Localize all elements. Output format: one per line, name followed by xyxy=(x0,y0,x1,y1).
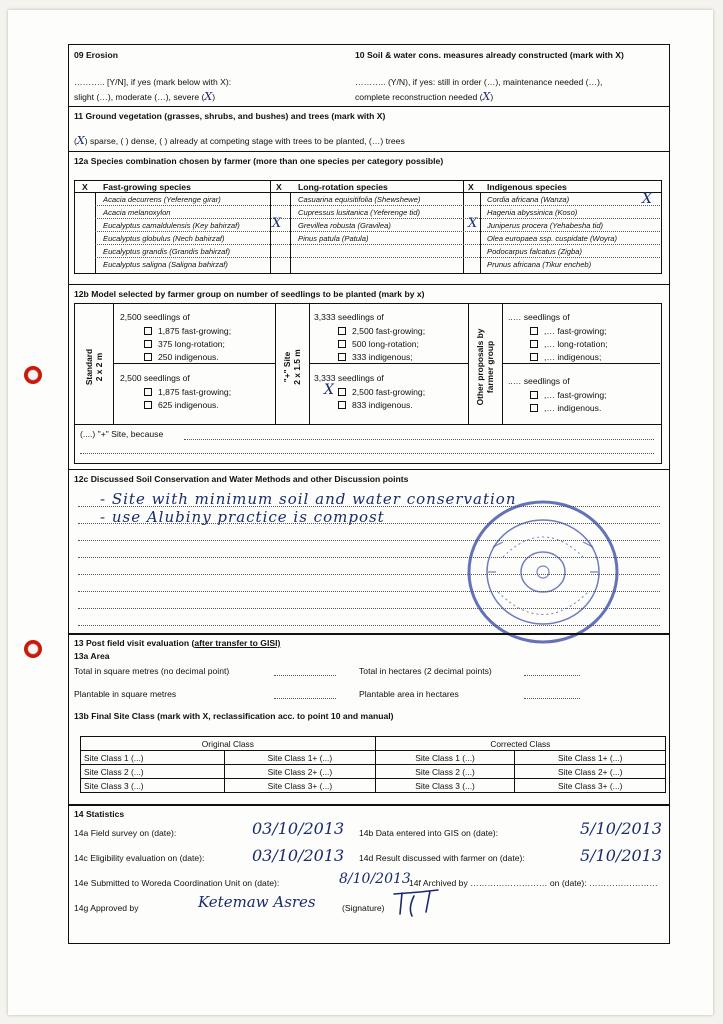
indig-species: Hagenia abyssinica (Koso) xyxy=(487,208,578,217)
soil-water-line2: complete reconstruction needed (X) xyxy=(355,90,494,103)
plus-2-item[interactable]: 2,500 fast-growing; xyxy=(338,387,425,398)
col-x-3: X xyxy=(468,182,474,192)
site-class-cell[interactable]: Site Class 2 (...) xyxy=(375,765,515,779)
sparse-mark: X xyxy=(76,134,85,147)
eligibility-date: 03/10/2013 xyxy=(252,846,345,865)
standard-2-title: 2,500 seedlings of xyxy=(120,373,190,383)
plus-2-mark: X xyxy=(324,382,334,398)
other-2-item[interactable]: ,… fast-growing; xyxy=(530,390,607,401)
plus-1-item[interactable]: 2,500 fast-growing; xyxy=(338,326,425,337)
col-x-1: X xyxy=(82,182,88,192)
soil-water-line1: ……….. (Y/N), if yes: still in order (…), maintenance needed (…), xyxy=(355,77,603,87)
reconstruction-mark: X xyxy=(482,90,491,103)
other-proposals-label: Other proposals by farmer group xyxy=(475,328,495,406)
plus-1-title: 3,333 seedlings of xyxy=(314,312,384,322)
site-class-cell[interactable]: Site Class 1 (...) xyxy=(81,751,225,765)
field-survey-date: 03/10/2013 xyxy=(252,819,345,838)
long-mark: X xyxy=(468,216,478,231)
plus-1-item[interactable]: 333 indigenous; xyxy=(338,352,413,363)
area-header: 13a Area xyxy=(74,651,110,661)
plus-1-item[interactable]: 500 long-rotation; xyxy=(338,339,419,350)
site-class-cell[interactable]: Site Class 3+ (...) xyxy=(225,779,376,793)
long-species: Cupressus lusitanica (Yeferenge tid) xyxy=(298,208,420,217)
punch-hole-icon xyxy=(24,640,42,658)
total-ha-label: Total in hectares (2 decimal points) xyxy=(359,666,492,676)
fast-species: Eucalyptus camaldulensis (Key bahirzaf) xyxy=(103,221,240,230)
other-1-item[interactable]: ,… long-rotation; xyxy=(530,339,608,350)
plus-site-because: (....) "+" Site, because xyxy=(80,429,164,439)
gis-entry-label: 14b Data entered into GIS on (date): xyxy=(359,828,499,838)
standard-1-item[interactable]: 1,875 fast-growing; xyxy=(144,326,231,337)
ground-veg-line: (X) sparse, ( ) dense, ( ) already at competing stage with trees to be planted, (…) trees xyxy=(74,134,405,147)
discussion-note-1: - Site with minimum soil and water conservation xyxy=(100,490,517,508)
indig-mark: X xyxy=(642,191,652,207)
submitted-label: 14e Submitted to Woreda Coordination Unit on (date): xyxy=(74,878,280,888)
standard-1-title: 2,500 seedlings of xyxy=(120,312,190,322)
long-species: Pinus patula (Patula) xyxy=(298,234,369,243)
other-2-title: ..… seedlings of xyxy=(508,376,570,386)
ground-veg-header: 11 Ground vegetation (grasses, shrubs, and bushes) and trees (mark with X) xyxy=(74,111,386,121)
col-fast-growing: Fast-growing species xyxy=(103,182,191,192)
result-discussed-label: 14d Result discussed with farmer on (date): xyxy=(359,853,525,863)
indig-species: Olea europaea ssp. cuspidate (Woyra) xyxy=(487,234,618,243)
fast-species: Acacia melanoxylon xyxy=(103,208,171,217)
severe-mark: X xyxy=(204,90,213,103)
approver-name: Ketemaw Asres xyxy=(198,893,316,911)
plus-2-item[interactable]: 833 indigenous. xyxy=(338,400,413,411)
other-1-item[interactable]: ,… indigenous; xyxy=(530,352,601,363)
gis-entry-date: 5/10/2013 xyxy=(580,819,663,838)
fast-species: Eucalyptus globulus (Nech bahirzaf) xyxy=(103,234,225,243)
approved-label: 14g Approved by xyxy=(74,903,139,913)
standard-label: Standard 2 x 2 m xyxy=(84,348,104,386)
plus-2-title: 3,333 seedlings of xyxy=(314,373,384,383)
signature-label: (Signature) xyxy=(342,903,385,913)
site-class-cell[interactable]: Site Class 3+ (...) xyxy=(515,779,666,793)
other-1-item[interactable]: ,… fast-growing; xyxy=(530,326,607,337)
site-class-cell[interactable]: Site Class 1+ (...) xyxy=(515,751,666,765)
result-discussed-date: 5/10/2013 xyxy=(580,846,663,865)
standard-2-item[interactable]: 625 indigenous. xyxy=(144,400,219,411)
discussion-note-2: - use Alubiny practice is compost xyxy=(100,508,385,526)
fast-species: Eucalyptus saligna (Saligna bahirzaf) xyxy=(103,260,228,269)
original-class-header: Original Class xyxy=(81,737,376,751)
standard-1-item[interactable]: 250 indigenous. xyxy=(144,352,219,363)
site-class-cell[interactable]: Site Class 3 (...) xyxy=(375,779,515,793)
submitted-date: 8/10/2013 xyxy=(339,871,411,887)
standard-2-item[interactable]: 1,875 fast-growing; xyxy=(144,387,231,398)
site-class-cell[interactable]: Site Class 2 (...) xyxy=(81,765,225,779)
standard-1-item[interactable]: 375 long-rotation; xyxy=(144,339,225,350)
model-header: 12b Model selected by farmer group on number of seedlings to be planted (mark by x) xyxy=(74,289,425,299)
long-species: Grevillea robusta (Gravilea) xyxy=(298,221,391,230)
punch-hole-icon xyxy=(24,366,42,384)
discussed-header: 12c Discussed Soil Conservation and Water Methods and other Discussion points xyxy=(74,474,409,484)
indig-species: Prunus africana (Tikur encheb) xyxy=(487,260,592,269)
indig-species: Podocarpus falcatus (Zigba) xyxy=(487,247,582,256)
col-indigenous: Indigenous species xyxy=(487,182,567,192)
other-2-item[interactable]: ,… indigenous. xyxy=(530,403,601,414)
corrected-class-header: Corrected Class xyxy=(375,737,665,751)
fast-mark: X xyxy=(272,216,282,231)
site-class-cell[interactable]: Site Class 3 (...) xyxy=(81,779,225,793)
archived-label: 14f Archived by ……………………… on (date): …………………… xyxy=(409,878,658,888)
fast-species: Eucalyptus grandis (Grandis bahirzaf) xyxy=(103,247,231,256)
field-survey-label: 14a Field survey on (date): xyxy=(74,828,177,838)
final-class-header: 13b Final Site Class (mark with X, reclassification acc. to point 10 and manual) xyxy=(74,711,394,721)
stats-header: 14 Statistics xyxy=(74,809,125,819)
eligibility-label: 14c Eligibility evaluation on (date): xyxy=(74,853,205,863)
erosion-header: 09 Erosion xyxy=(74,50,118,60)
site-class-cell[interactable]: Site Class 2+ (...) xyxy=(225,765,376,779)
official-stamp-icon xyxy=(463,497,623,647)
col-x-2: X xyxy=(276,182,282,192)
other-1-title: ..… seedlings of xyxy=(508,312,570,322)
soil-water-header: 10 Soil & water cons. measures already constructed (mark with X) xyxy=(355,50,624,60)
fast-species: Acacia decurrens (Yeferenge girar) xyxy=(103,195,221,204)
signature-icon xyxy=(390,886,450,920)
erosion-line2: slight (…), moderate (…), severe (X) xyxy=(74,90,216,103)
species-header: 12a Species combination chosen by farmer (more than one species per category possible) xyxy=(74,156,444,166)
site-class-cell[interactable]: Site Class 2+ (...) xyxy=(515,765,666,779)
post-eval-header: 13 Post field visit evaluation (after transfer to GISI) xyxy=(74,638,281,648)
plantable-sqm-label: Plantable in square metres xyxy=(74,689,177,699)
site-class-cell[interactable]: Site Class 1+ (...) xyxy=(225,751,376,765)
plus-site-label: "+" Site 2 x 1.5 m xyxy=(282,349,302,385)
long-species: Casuarina equisitifolia (Shewshewe) xyxy=(298,195,421,204)
indig-species: Juniperus procera (Yehabesha tid) xyxy=(487,221,604,230)
col-long-rotation: Long-rotation species xyxy=(298,182,388,192)
indig-species: Cordia africana (Wanza) xyxy=(487,195,570,204)
erosion-line1: ……….. [Y/N], if yes (mark below with X): xyxy=(74,77,232,87)
site-class-table xyxy=(80,736,666,793)
plantable-ha-label: Plantable area in hectares xyxy=(359,689,459,699)
site-class-cell[interactable]: Site Class 1 (...) xyxy=(375,751,515,765)
form-page xyxy=(8,10,713,1015)
total-sqm-label: Total in square metres (no decimal point) xyxy=(74,666,230,676)
